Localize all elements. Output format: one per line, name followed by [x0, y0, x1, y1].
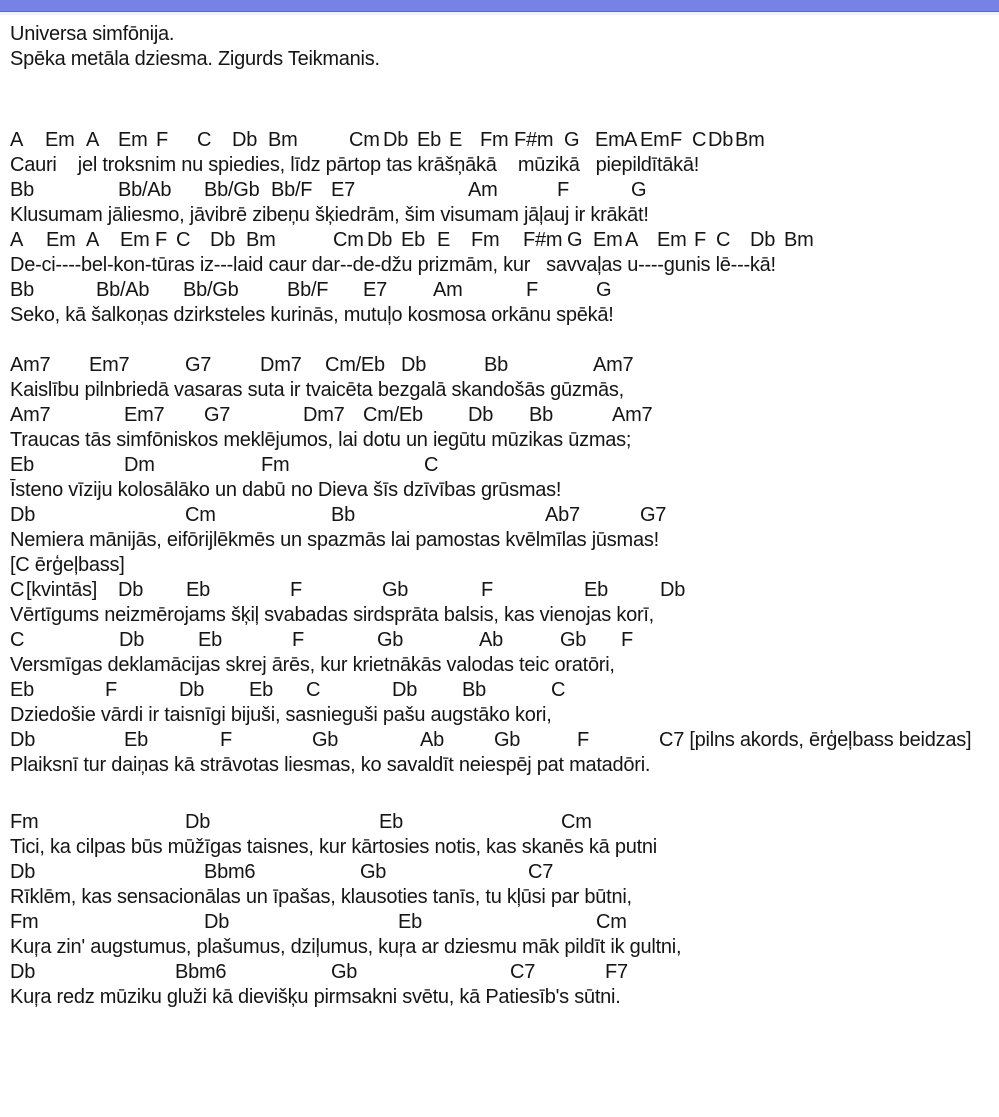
chord: Eb [398, 911, 422, 933]
lyric-line [0, 935, 999, 960]
lyric-line [0, 835, 999, 860]
chord-line [0, 453, 999, 478]
lyric-line [0, 153, 999, 178]
chord: Bbm6 [175, 961, 227, 983]
chord: Dm [124, 454, 155, 476]
chord: Bb/Gb [183, 279, 239, 301]
chord: Db [660, 579, 686, 601]
section-annotation-text: [C ērģeļbass] [10, 554, 125, 576]
lyric-line-text: Kaislību pilnbriedā vasaras suta ir tvaicēta bezgalā skandošās gūzmās, [10, 379, 624, 401]
chord: Eb [379, 811, 403, 833]
chord: A [86, 129, 100, 151]
lyric-line [0, 303, 999, 328]
section-annotation [0, 553, 999, 578]
chord-line [0, 503, 999, 528]
chord: Gb [312, 729, 339, 751]
chord: Bm [735, 129, 765, 151]
chord: Eb [584, 579, 608, 601]
chord: Eb [417, 129, 441, 151]
chord: Am [468, 179, 498, 201]
lyric-line [0, 703, 999, 728]
song-subtitle-text: Spēka metāla dziesma. Zigurds Teikmanis. [10, 48, 380, 70]
chord-line [0, 403, 999, 428]
chord: Em [657, 229, 687, 251]
chord: Bb [10, 279, 34, 301]
chord: Eb [10, 454, 34, 476]
chord: A [10, 229, 24, 251]
chord: C7 [510, 961, 536, 983]
chord: C [424, 454, 439, 476]
chord: Db [468, 404, 494, 426]
chord: Em [595, 129, 625, 151]
chord-line [0, 860, 999, 885]
chord: F [481, 579, 493, 601]
chord: Fm [10, 811, 39, 833]
chord: Bm [268, 129, 298, 151]
chord: Eb [124, 729, 148, 751]
lyric-line [0, 985, 999, 1010]
chord-line [0, 678, 999, 703]
top-accent-bar [0, 0, 999, 12]
chord: Db [10, 504, 36, 526]
chord: Am7 [10, 354, 51, 376]
chord: F [526, 279, 538, 301]
chord: F [105, 679, 117, 701]
chord: Bb [331, 504, 355, 526]
chord: Bb [529, 404, 553, 426]
chord: Eb [186, 579, 210, 601]
chord: Bm [784, 229, 814, 251]
chord-line [0, 178, 999, 203]
chord: Db [185, 811, 211, 833]
chord: Db [204, 911, 230, 933]
chord: F [290, 579, 302, 601]
chord: Bb [10, 179, 34, 201]
chord: Db [119, 629, 145, 651]
chord: Db [118, 579, 144, 601]
chord: F#m [523, 229, 563, 251]
chord: Ab [479, 629, 503, 651]
lyric-line [0, 428, 999, 453]
chord: Em [593, 229, 623, 251]
chord: Db [401, 354, 427, 376]
chord: Em7 [124, 404, 165, 426]
chord: Cm [561, 811, 592, 833]
chord: G [631, 179, 647, 201]
chord: Bb [462, 679, 486, 701]
lyric-line-text: Traucas tās simfōniskos meklējumos, lai dotu un iegūtu mūzikas ūzmas; [10, 429, 632, 451]
chord: Eb [10, 679, 34, 701]
lyric-line-text: De-ci----bel-kon-tūras iz---laid caur dar--de-džu prizmām, kur savvaļas u----gunis lē---kā! [10, 254, 776, 276]
chord: Am [433, 279, 463, 301]
chord: Db [10, 729, 36, 751]
chord: Fm [10, 911, 39, 933]
chord: C [176, 229, 191, 251]
chord: A [10, 129, 24, 151]
lyric-line-text: Nemiera mānijās, eifōrijlēkmēs un spazmās lai pamostas kvēlmīlas jūsmas! [10, 529, 659, 551]
chord: C [197, 129, 212, 151]
chord: G [596, 279, 612, 301]
lyric-line [0, 603, 999, 628]
chord: F [621, 629, 633, 651]
chord-line [0, 578, 999, 603]
lyric-line-text: Versmīgas deklamācijas skrej ārēs, kur krietnākās valodas teic oratōri, [10, 654, 615, 676]
lyric-line-text: Vērtīgums neizmērojams šķiļ svabadas sirdsprāta balsis, kas vienojas korī, [10, 604, 654, 626]
chord: Bb/Gb [204, 179, 260, 201]
chord: Db [10, 961, 36, 983]
chord: Em7 [89, 354, 130, 376]
lyric-line-text: Kuŗa redz mūziku gluži kā dievišķu pirmsakni svētu, kā Patiesīb's sūtni. [10, 986, 621, 1008]
lyric-line [0, 653, 999, 678]
chord: Db [367, 229, 393, 251]
chord: C [10, 579, 25, 601]
chord: Db [750, 229, 776, 251]
chord-line [0, 810, 999, 835]
chord: C [10, 629, 25, 651]
song-subtitle [0, 47, 999, 72]
chord: Db [210, 229, 236, 251]
chord-line [0, 353, 999, 378]
chord: Em [45, 129, 75, 151]
chord: C [716, 229, 731, 251]
chord: F [220, 729, 232, 751]
lyric-line [0, 203, 999, 228]
lyric-line-text: Dziedošie vārdi ir taisnīgi bijuši, sasnieguši pašu augstāko kori, [10, 704, 552, 726]
chord: G7 [640, 504, 667, 526]
chord: F [670, 129, 682, 151]
chord: Cm [596, 911, 627, 933]
chord: F [292, 629, 304, 651]
chord: F [577, 729, 589, 751]
chord: Db [232, 129, 258, 151]
chord: E7 [331, 179, 355, 201]
chord: F [156, 129, 168, 151]
chord: Gb [331, 961, 358, 983]
chord: Bbm6 [204, 861, 256, 883]
chord: Bb/Ab [96, 279, 150, 301]
chord: C [692, 129, 707, 151]
chord: Bm [246, 229, 276, 251]
chord: Gb [360, 861, 387, 883]
chord: Ab7 [545, 504, 580, 526]
chord: Fm [480, 129, 509, 151]
chord: Fm [261, 454, 290, 476]
lyric-line [0, 885, 999, 910]
chord: Cm [349, 129, 380, 151]
lyric-line-text: Plaiksnī tur daiņas kā strāvotas liesmas, ko savaldīt neiespēj pat matadōri. [10, 754, 651, 776]
lyric-line-text: Kuŗa zin' augstumus, plašumus, dziļumus, kuŗa ar dziesmu māk pildīt ik gultni, [10, 936, 682, 958]
chord: G [564, 129, 580, 151]
chord: Gb [494, 729, 521, 751]
chord: C [551, 679, 566, 701]
chord-line [0, 228, 999, 253]
chord: Gb [560, 629, 587, 651]
chord: C [306, 679, 321, 701]
chord: Db [708, 129, 734, 151]
chord: C7 [pilns akords, ērģeļbass beidzas] [659, 729, 972, 751]
lyric-line [0, 753, 999, 778]
lyric-line [0, 253, 999, 278]
chord: G7 [185, 354, 212, 376]
chord: E [449, 129, 463, 151]
chord-line [0, 728, 999, 753]
chord: A [624, 129, 638, 151]
top-accent-bar-fade [0, 12, 999, 15]
chord: G [567, 229, 583, 251]
chord: F7 [605, 961, 628, 983]
chord-line [0, 628, 999, 653]
chord: Gb [377, 629, 404, 651]
chord: Db [392, 679, 418, 701]
chord: A [625, 229, 639, 251]
chord: Am7 [10, 404, 51, 426]
lyric-line [0, 378, 999, 403]
chord: Db [179, 679, 205, 701]
chord: Dm7 [303, 404, 345, 426]
chord: G7 [204, 404, 231, 426]
chord: Eb [249, 679, 273, 701]
chord: Em [640, 129, 670, 151]
chord: Bb/F [271, 179, 313, 201]
chord: Cm/Eb [325, 354, 385, 376]
chord: [kvintās] [26, 579, 98, 601]
lyric-line-text: Īsteno vīziju kolosālāko un dabū no Dieva šīs dzīvības grūsmas! [10, 479, 562, 501]
chord: Db [383, 129, 409, 151]
chord-line [0, 910, 999, 935]
lyric-line [0, 528, 999, 553]
chord: Em [46, 229, 76, 251]
chord: Fm [471, 229, 500, 251]
song-title-text: Universa simfōnija. [10, 23, 175, 45]
chord: Bb/Ab [118, 179, 172, 201]
chord-line [0, 960, 999, 985]
lyric-line-text: Tici, ka cilpas būs mūžīgas taisnes, kur kārtosies notis, kas skanēs kā putni [10, 836, 657, 858]
lyric-line-text: Seko, kā šalkoņas dzirksteles kurinās, mutuļo kosmosa orkānu spēkā! [10, 304, 614, 326]
chord: E7 [363, 279, 387, 301]
chord: Db [10, 861, 36, 883]
lyric-line-text: Klusumam jāliesmo, jāvibrē zibeņu šķiedrām, šim visumam jāļauj ir krākāt! [10, 204, 649, 226]
lyric-line-text: Rīklēm, kas sensacionālas un īpašas, klausoties tanīs, tu kļūsi par būtni, [10, 886, 632, 908]
lyric-line [0, 478, 999, 503]
chord: Eb [198, 629, 222, 651]
chord-line [0, 128, 999, 153]
chord: Bb/F [287, 279, 329, 301]
song-title [0, 22, 999, 47]
chord: Gb [382, 579, 409, 601]
chord-line [0, 278, 999, 303]
chord: A [86, 229, 100, 251]
chord: F [155, 229, 167, 251]
chord: Bb [484, 354, 508, 376]
chord: Em [120, 229, 150, 251]
chord: F [557, 179, 569, 201]
chord: Cm/Eb [363, 404, 423, 426]
chord: F#m [514, 129, 554, 151]
chord: Cm [185, 504, 216, 526]
chord: Cm [333, 229, 364, 251]
chord: Em [118, 129, 148, 151]
chord: C7 [528, 861, 554, 883]
lyric-line-text: Cauri jel troksnim nu spiedies, līdz pārtop tas krāšņākā mūzikā piepildītākā! [10, 154, 700, 176]
chord: Ab [420, 729, 444, 751]
chord: F [694, 229, 706, 251]
chord: Dm7 [260, 354, 302, 376]
chord: Am7 [593, 354, 634, 376]
chord: Eb [401, 229, 425, 251]
chord: Am7 [612, 404, 653, 426]
chord: E [437, 229, 451, 251]
